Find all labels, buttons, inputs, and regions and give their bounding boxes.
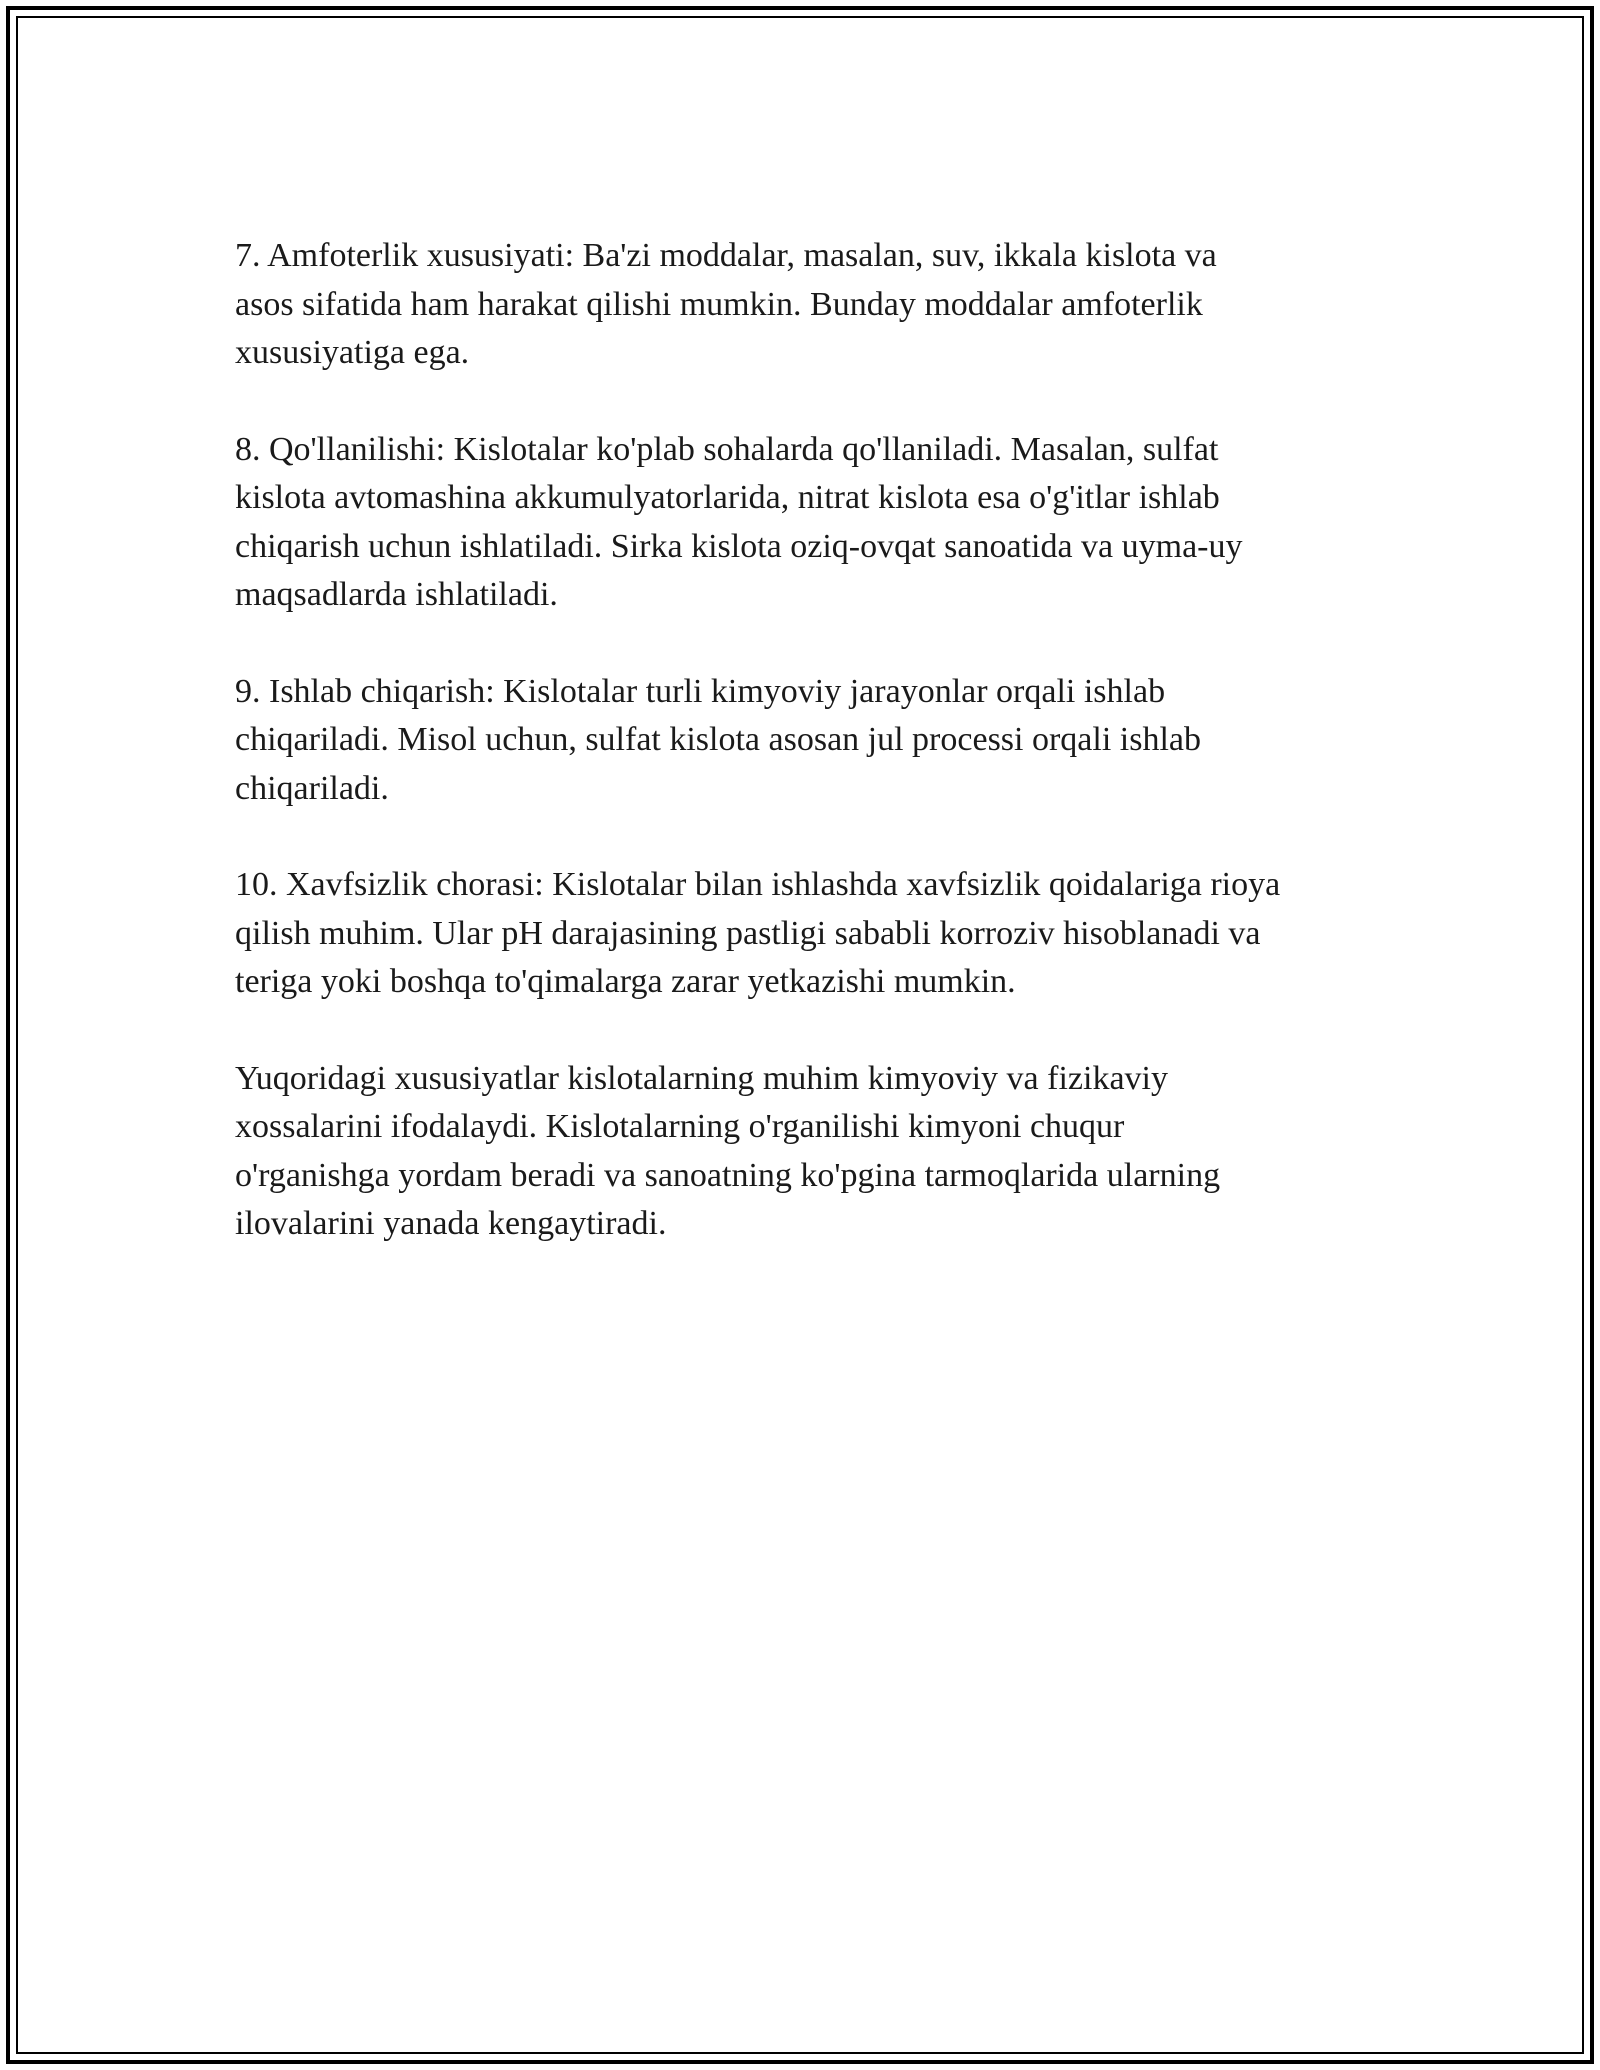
text-line: teriga yoki boshqa to'qimalarga zarar yetkazishi mumkin. (235, 963, 1016, 1000)
paragraph-production (235, 668, 1395, 814)
paragraph-safety (235, 861, 1395, 1007)
text-line: Yuqoridagi xususiyatlar kislotalarning muhim kimyoviy va fizikaviy (235, 1059, 1168, 1097)
text-line: asos sifatida ham harakat qilishi mumkin. Bunday moddalar amfoterlik (235, 285, 1203, 323)
paragraph-conclusion (235, 1055, 1395, 1249)
text-line: xususiyatiga ega. (235, 334, 470, 371)
text-line: o'rganishga yordam beradi va sanoatning ko'pgina tarmoqlarida ularning (235, 1156, 1221, 1194)
text-line: ilovalarini yanada kengaytiradi. (235, 1205, 667, 1242)
text-line: maqsadlarda ishlatiladi. (235, 576, 558, 613)
text-line: 8. Qo'llanilishi: Kislotalar ko'plab sohalarda qo'llaniladi. Masalan, sulfat (235, 430, 1219, 468)
text-line: chiqariladi. Misol uchun, sulfat kislota asosan jul processi orqali ishlab (235, 721, 1201, 758)
text-line: 7. Amfoterlik xususiyati: Ba'zi moddalar, masalan, suv, ikkala kislota va (235, 237, 1217, 274)
text-line: kislota avtomashina akkumulyatorlarida, nitrat kislota esa o'g'itlar ishlab (235, 479, 1220, 516)
text-line: xossalarini ifodalaydi. Kislotalarning o'rganilishi kimyoni chuqur (235, 1108, 1125, 1145)
text-line: chiqarish uchun ishlatiladi. Sirka kislota oziq-ovqat sanoatida va uyma-uy (235, 527, 1243, 565)
paragraph-applications (235, 426, 1395, 620)
document-body (235, 232, 1395, 1297)
text-line: chiqariladi. (235, 769, 389, 807)
text-line: 9. Ishlab chiqarish: Kislotalar turli kimyoviy jarayonlar orqali ishlab (235, 672, 1166, 710)
text-line: qilish muhim. Ular pH darajasining pastligi sababli korroziv hisoblanadi va (235, 914, 1261, 952)
paragraph-amphoteric (235, 232, 1395, 378)
text-line: 10. Xavfsizlik chorasi: Kislotalar bilan ishlashda xavfsizlik qoidalariga rioya (235, 866, 1281, 903)
